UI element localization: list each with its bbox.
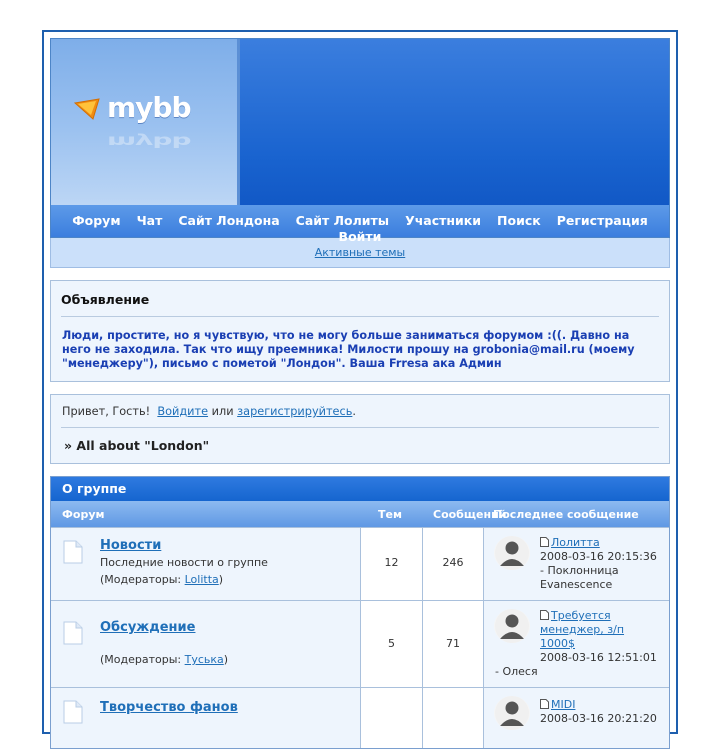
- category-title: О группе: [51, 477, 669, 501]
- forum-row: [51, 527, 669, 600]
- nav-login[interactable]: [51, 229, 669, 244]
- or-text: или: [211, 405, 234, 418]
- welcome-line: [51, 395, 669, 427]
- forum-icon: [63, 621, 83, 645]
- register-link[interactable]: зарегистрируйтесь: [237, 405, 353, 418]
- login-link[interactable]: Войдите: [157, 405, 209, 418]
- announcement-body: Люди, простите, но я чувствую, что не могу больше заниматься форумом :((. Давно на него не заходила. Так что ищу преемника! Милости прошу на grobonia@mail.ru (моему "менеджеру"), письмо с пометой "Лондон". Ваша Frresa ака Админ: [62, 329, 635, 370]
- forum-icon: [63, 700, 83, 724]
- welcome-box: [50, 394, 670, 464]
- col-last-post: Последнее сообщение: [493, 508, 639, 521]
- last-post-date: 2008-03-16 20:15:36: [540, 550, 657, 563]
- avatar-icon: [494, 609, 530, 643]
- avatar-icon: [494, 696, 530, 730]
- logo-reflection: mybb: [107, 132, 191, 151]
- forum-title-discussion[interactable]: Обсуждение: [100, 620, 196, 635]
- announcement-box: [50, 280, 670, 382]
- last-post-link[interactable]: MIDI: [551, 698, 576, 711]
- logo-panel: [51, 39, 240, 205]
- mods-prefix: (Модераторы:: [100, 653, 182, 666]
- col-forum: Форум: [62, 508, 105, 521]
- breadcrumb: » All about "London": [64, 438, 210, 453]
- col-posts: Сообщений: [433, 508, 507, 521]
- last-post-date: 2008-03-16 20:21:20: [540, 712, 657, 725]
- logo-text: mybb: [107, 91, 191, 124]
- forum-description: Последние новости о группе: [100, 556, 268, 569]
- nav-london-site[interactable]: Сайт Лондона: [178, 213, 280, 228]
- forum-row: [51, 687, 669, 748]
- welcome-period: .: [352, 405, 356, 418]
- forum-header: [50, 38, 670, 244]
- forum-row: [51, 600, 669, 687]
- posts-count: 71: [446, 637, 460, 650]
- last-post-info: [540, 609, 660, 665]
- main-nav: [51, 205, 669, 244]
- last-post-link[interactable]: Требуется менеджер, з/п 1000$: [540, 609, 625, 650]
- mods-suffix: ): [218, 573, 224, 586]
- nav-members[interactable]: Участники: [405, 213, 482, 228]
- topics-count: 12: [384, 556, 399, 569]
- document-icon: [540, 610, 549, 620]
- mybb-logo[interactable]: [73, 91, 191, 126]
- forum-title-fan-art[interactable]: Творчество фанов: [100, 700, 238, 715]
- forum-icon: [63, 540, 83, 564]
- nav-search[interactable]: Поиск: [497, 213, 541, 228]
- announcement-title: Объявление: [61, 292, 150, 307]
- last-post-link[interactable]: Лолитта: [551, 536, 600, 549]
- column-headers: [51, 501, 669, 527]
- col-topics: Тем: [378, 508, 402, 521]
- mods-suffix: ): [223, 653, 229, 666]
- moderator-link[interactable]: Туська: [184, 653, 224, 666]
- forum-moderators: [100, 573, 223, 586]
- forum-moderators: [100, 653, 228, 666]
- posts-count: 246: [442, 556, 464, 569]
- mybb-logo-icon: [73, 95, 103, 123]
- topics-count: 5: [388, 637, 395, 650]
- nav-register[interactable]: Регистрация: [556, 213, 648, 228]
- last-post-info: [540, 536, 660, 592]
- forum-container: [50, 38, 670, 749]
- last-post-author: - Олеся: [495, 665, 538, 678]
- document-icon: [540, 699, 549, 709]
- last-post-date: 2008-03-16 12:51:01: [540, 651, 657, 664]
- mods-prefix: (Модераторы:: [100, 573, 182, 586]
- avatar-icon: [494, 536, 530, 570]
- nav-lolita-site[interactable]: Сайт Лолиты: [295, 213, 390, 228]
- last-post-info: [540, 698, 660, 726]
- guest-greeting: Привет, Гость!: [62, 405, 151, 418]
- nav-chat[interactable]: Чат: [136, 213, 163, 228]
- forum-title-news[interactable]: Новости: [100, 538, 162, 553]
- last-post-author: - Поклонница Evanescence: [540, 564, 619, 591]
- document-icon: [540, 537, 549, 547]
- moderator-link[interactable]: Lolitta: [184, 573, 219, 586]
- category-table: [50, 476, 670, 749]
- active-topics-link[interactable]: Активные темы: [314, 246, 406, 259]
- nav-login-label[interactable]: Войти: [338, 229, 382, 244]
- page-frame: [42, 30, 678, 734]
- nav-forum[interactable]: Форум: [72, 213, 121, 228]
